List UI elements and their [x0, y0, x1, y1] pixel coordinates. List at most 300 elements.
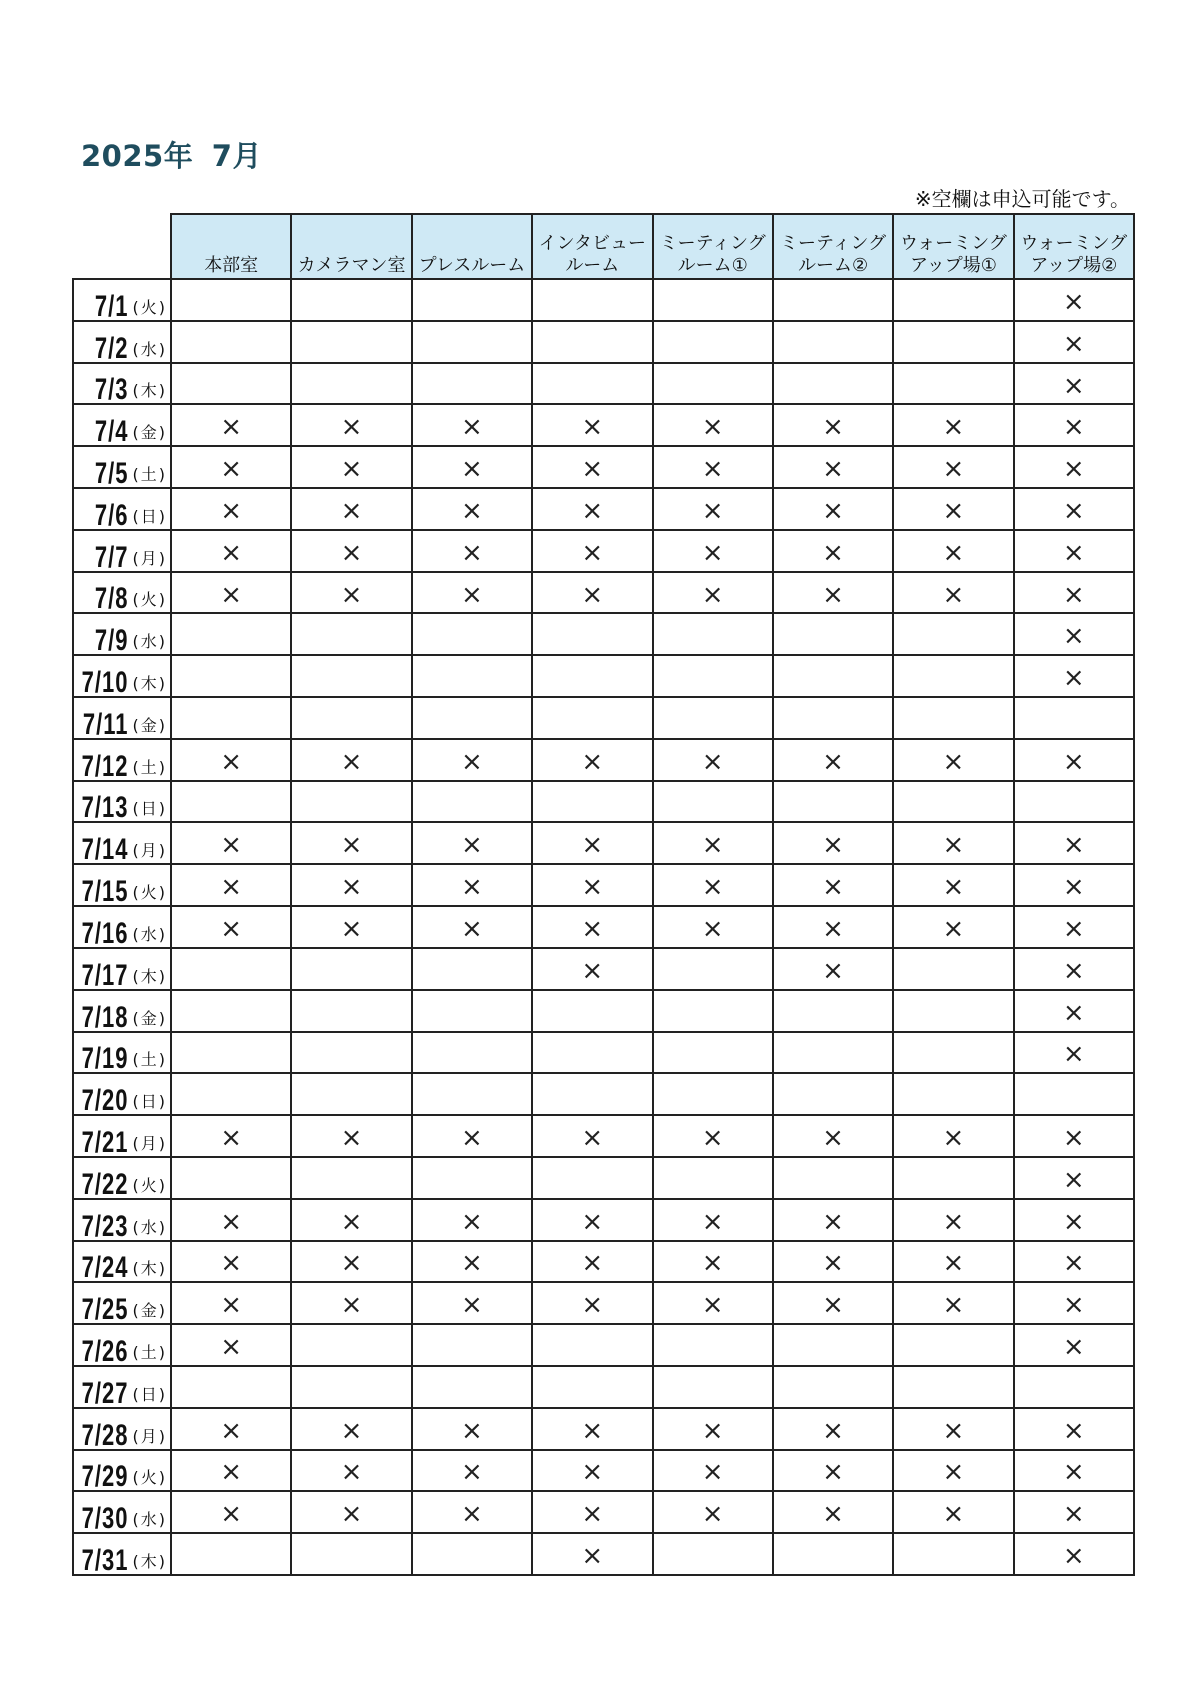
availability-cell-press-room — [413, 1158, 533, 1200]
availability-cell-meeting-room-2 — [774, 1033, 894, 1075]
date-label: 7/2 — [94, 330, 129, 364]
date-cell — [72, 364, 172, 406]
availability-cell-headquarters-room: × — [172, 447, 292, 489]
availability-cell-meeting-room-1 — [654, 1074, 774, 1116]
availability-cell-meeting-room-2 — [774, 698, 894, 740]
availability-cell-warm-up-area-2: × — [1015, 907, 1135, 949]
availability-cell-press-room: × — [413, 1283, 533, 1325]
availability-cell-interview-room: × — [533, 823, 653, 865]
date-label-group — [82, 706, 167, 740]
date-label: 7/12 — [81, 748, 129, 782]
availability-cell-meeting-room-2 — [774, 280, 894, 322]
availability-cell-headquarters-room: × — [172, 865, 292, 907]
availability-cell-meeting-room-2: × — [774, 405, 894, 447]
date-label: 7/15 — [81, 873, 129, 908]
availability-cell-meeting-room-2 — [774, 614, 894, 656]
date-label-group — [81, 1417, 167, 1451]
availability-cell-meeting-room-2: × — [774, 1451, 894, 1493]
availability-cell-press-room — [413, 322, 533, 364]
availability-cell-meeting-room-1 — [654, 1033, 774, 1075]
column-header-label: ウォーミング アップ場① — [899, 233, 1007, 276]
date-cell — [72, 1367, 172, 1409]
date-label-group — [81, 832, 167, 866]
availability-cell-cameraman-room — [292, 280, 412, 322]
availability-cell-headquarters-room — [172, 782, 292, 824]
availability-cell-warm-up-area-2: × — [1015, 1158, 1135, 1200]
date-cell — [72, 614, 172, 656]
availability-cell-warm-up-area-2: × — [1015, 573, 1135, 615]
date-label-group — [81, 1124, 167, 1158]
availability-cell-warm-up-area-1: × — [894, 1242, 1014, 1284]
date-cell — [72, 1283, 172, 1325]
availability-cell-warm-up-area-2: × — [1015, 447, 1135, 489]
availability-cell-meeting-room-1: × — [654, 531, 774, 573]
availability-cell-headquarters-room — [172, 949, 292, 991]
availability-cell-headquarters-room — [172, 991, 292, 1033]
availability-cell-warm-up-area-1: × — [894, 531, 1014, 573]
availability-cell-meeting-room-1 — [654, 364, 774, 406]
availability-cell-headquarters-room — [172, 698, 292, 740]
availability-cell-interview-room: × — [533, 740, 653, 782]
date-label-group — [94, 288, 167, 322]
availability-cell-headquarters-room — [172, 656, 292, 698]
availability-cell-press-room — [413, 991, 533, 1033]
availability-cell-warm-up-area-2 — [1015, 782, 1135, 824]
availability-cell-press-room: × — [413, 489, 533, 531]
date-cell — [72, 531, 172, 573]
availability-cell-meeting-room-1: × — [654, 1200, 774, 1242]
availability-cell-press-room: × — [413, 1200, 533, 1242]
availability-cell-headquarters-room: × — [172, 1492, 292, 1534]
availability-cell-cameraman-room — [292, 322, 412, 364]
weekday-label: (木) — [132, 674, 167, 694]
date-label: 7/16 — [81, 915, 129, 949]
date-label-group — [81, 1250, 167, 1284]
availability-cell-press-room — [413, 1325, 533, 1367]
date-label-group — [94, 330, 167, 364]
availability-cell-press-room — [413, 782, 533, 824]
date-cell — [72, 949, 172, 991]
availability-cell-interview-room: × — [533, 907, 653, 949]
weekday-label: (土) — [132, 465, 167, 485]
availability-cell-press-room: × — [413, 1409, 533, 1451]
availability-cell-cameraman-room: × — [292, 1283, 412, 1325]
availability-cell-warm-up-area-1 — [894, 322, 1014, 364]
availability-cell-cameraman-room: × — [292, 823, 412, 865]
availability-cell-meeting-room-1: × — [654, 907, 774, 949]
weekday-label: (火) — [132, 883, 167, 903]
availability-cell-cameraman-room — [292, 698, 412, 740]
weekday-label: (水) — [132, 1217, 167, 1237]
availability-cell-meeting-room-1 — [654, 322, 774, 364]
availability-cell-meeting-room-2 — [774, 1325, 894, 1367]
availability-cell-meeting-room-1: × — [654, 865, 774, 907]
column-header-label: 本部室 — [204, 255, 259, 276]
availability-cell-meeting-room-1 — [654, 1534, 774, 1576]
availability-cell-meeting-room-1 — [654, 782, 774, 824]
availability-cell-interview-room — [533, 1074, 653, 1116]
weekday-label: (月) — [132, 841, 167, 861]
column-header-warm-up-area-2 — [1015, 213, 1135, 280]
availability-cell-warm-up-area-1: × — [894, 405, 1014, 447]
availability-cell-headquarters-room: × — [172, 740, 292, 782]
availability-cell-meeting-room-1: × — [654, 1451, 774, 1493]
availability-cell-warm-up-area-2: × — [1015, 1200, 1135, 1242]
column-header-label: ウォーミング アップ場② — [1020, 233, 1128, 276]
availability-cell-warm-up-area-2: × — [1015, 1451, 1135, 1493]
column-header-label: ミーティング ルーム② — [779, 233, 887, 276]
availability-cell-interview-room: × — [533, 489, 653, 531]
availability-cell-press-room: × — [413, 740, 533, 782]
availability-cell-warm-up-area-2: × — [1015, 1325, 1135, 1367]
date-label: 7/7 — [94, 539, 129, 573]
availability-cell-warm-up-area-1: × — [894, 740, 1014, 782]
availability-cell-press-room: × — [413, 865, 533, 907]
availability-cell-headquarters-room: × — [172, 573, 292, 615]
availability-cell-meeting-room-2: × — [774, 907, 894, 949]
availability-cell-warm-up-area-1: × — [894, 1492, 1014, 1534]
availability-cell-warm-up-area-2: × — [1015, 656, 1135, 698]
date-label-group — [81, 1291, 167, 1326]
availability-cell-cameraman-room — [292, 1033, 412, 1075]
date-label: 7/30 — [81, 1500, 129, 1535]
availability-cell-headquarters-room — [172, 280, 292, 322]
availability-cell-warm-up-area-2: × — [1015, 1283, 1135, 1325]
availability-cell-warm-up-area-1: × — [894, 865, 1014, 907]
weekday-label: (水) — [132, 339, 167, 359]
date-label-group — [94, 623, 167, 657]
availability-cell-meeting-room-1: × — [654, 489, 774, 531]
availability-cell-headquarters-room: × — [172, 1242, 292, 1284]
availability-cell-headquarters-room — [172, 614, 292, 656]
availability-cell-cameraman-room: × — [292, 447, 412, 489]
availability-cell-press-room: × — [413, 823, 533, 865]
availability-cell-meeting-room-1: × — [654, 823, 774, 865]
availability-cell-press-room: × — [413, 1116, 533, 1158]
availability-cell-headquarters-room: × — [172, 405, 292, 447]
date-label: 7/17 — [81, 957, 129, 991]
weekday-label: (土) — [132, 1342, 167, 1362]
date-label: 7/27 — [81, 1375, 129, 1409]
weekday-label: (火) — [132, 1175, 167, 1195]
availability-cell-interview-room — [533, 656, 653, 698]
availability-cell-warm-up-area-1 — [894, 1158, 1014, 1200]
availability-cell-press-room: × — [413, 447, 533, 489]
column-header-cameraman-room — [292, 213, 412, 280]
availability-cell-cameraman-room: × — [292, 489, 412, 531]
availability-cell-headquarters-room — [172, 364, 292, 406]
availability-cell-meeting-room-1: × — [654, 1116, 774, 1158]
date-label-group — [94, 414, 167, 448]
column-header-interview-room — [533, 213, 653, 280]
date-label: 7/10 — [81, 664, 129, 699]
weekday-label: (日) — [132, 506, 167, 526]
availability-cell-cameraman-room: × — [292, 405, 412, 447]
column-header-warm-up-area-1 — [894, 213, 1014, 280]
availability-cell-warm-up-area-1 — [894, 1367, 1014, 1409]
availability-cell-interview-room — [533, 698, 653, 740]
availability-cell-headquarters-room — [172, 1158, 292, 1200]
date-label: 7/31 — [81, 1542, 129, 1576]
availability-cell-meeting-room-2: × — [774, 531, 894, 573]
availability-cell-interview-room: × — [533, 573, 653, 615]
availability-cell-interview-room — [533, 280, 653, 322]
date-cell — [72, 1451, 172, 1493]
availability-cell-warm-up-area-2: × — [1015, 364, 1135, 406]
availability-cell-cameraman-room: × — [292, 1409, 412, 1451]
date-label-group — [94, 455, 167, 490]
availability-cell-meeting-room-2: × — [774, 1116, 894, 1158]
availability-cell-warm-up-area-1 — [894, 991, 1014, 1033]
availability-cell-cameraman-room — [292, 1074, 412, 1116]
weekday-label: (水) — [132, 924, 167, 944]
column-header-label: ミーティング ルーム① — [659, 233, 766, 276]
availability-cell-warm-up-area-2: × — [1015, 531, 1135, 573]
availability-cell-headquarters-room — [172, 1367, 292, 1409]
date-label-group — [81, 1542, 167, 1576]
availability-cell-headquarters-room — [172, 322, 292, 364]
availability-cell-cameraman-room: × — [292, 865, 412, 907]
availability-cell-press-room: × — [413, 573, 533, 615]
date-label: 7/14 — [81, 832, 129, 866]
availability-cell-meeting-room-2: × — [774, 447, 894, 489]
availability-cell-meeting-room-1: × — [654, 573, 774, 615]
date-label-group — [94, 539, 167, 573]
availability-cell-cameraman-room: × — [292, 573, 412, 615]
availability-cell-headquarters-room: × — [172, 1200, 292, 1242]
availability-cell-cameraman-room — [292, 614, 412, 656]
date-cell — [72, 280, 172, 322]
availability-cell-interview-room: × — [533, 1409, 653, 1451]
availability-cell-press-room — [413, 1074, 533, 1116]
date-label: 7/28 — [81, 1417, 129, 1451]
date-label: 7/23 — [81, 1208, 129, 1242]
page-title: 2025年 7月 — [81, 139, 262, 173]
column-header-meeting-room-2 — [774, 213, 894, 280]
availability-cell-press-room: × — [413, 531, 533, 573]
availability-cell-warm-up-area-1: × — [894, 823, 1014, 865]
availability-cell-interview-room — [533, 1325, 653, 1367]
date-label: 7/26 — [81, 1333, 129, 1367]
availability-note: ※空欄は申込可能です。 — [914, 187, 1130, 211]
date-cell — [72, 656, 172, 698]
availability-cell-meeting-room-2: × — [774, 823, 894, 865]
availability-cell-cameraman-room — [292, 1367, 412, 1409]
date-cell — [72, 1534, 172, 1576]
availability-cell-meeting-room-1 — [654, 1158, 774, 1200]
availability-cell-warm-up-area-1 — [894, 280, 1014, 322]
availability-cell-warm-up-area-1 — [894, 698, 1014, 740]
availability-cell-cameraman-room — [292, 949, 412, 991]
date-label-group — [94, 497, 167, 531]
availability-cell-interview-room: × — [533, 1200, 653, 1242]
column-header-label: カメラマン室 — [297, 255, 406, 276]
availability-cell-headquarters-room: × — [172, 907, 292, 949]
availability-cell-interview-room: × — [533, 1283, 653, 1325]
weekday-label: (日) — [132, 1384, 167, 1404]
availability-cell-meeting-room-1: × — [654, 1283, 774, 1325]
availability-cell-headquarters-room — [172, 1033, 292, 1075]
date-label: 7/13 — [81, 790, 129, 824]
column-header-meeting-room-1 — [654, 213, 774, 280]
date-label: 7/21 — [81, 1124, 129, 1158]
availability-cell-meeting-room-2 — [774, 364, 894, 406]
date-cell — [72, 865, 172, 907]
availability-cell-cameraman-room — [292, 1325, 412, 1367]
availability-cell-cameraman-room — [292, 656, 412, 698]
date-label-group — [81, 1375, 167, 1409]
availability-cell-interview-room — [533, 782, 653, 824]
availability-cell-headquarters-room: × — [172, 489, 292, 531]
table-corner — [72, 213, 172, 280]
date-label-group — [81, 1041, 167, 1075]
weekday-label: (月) — [132, 1133, 167, 1153]
date-cell — [72, 823, 172, 865]
availability-cell-warm-up-area-1: × — [894, 1116, 1014, 1158]
availability-cell-warm-up-area-1: × — [894, 1283, 1014, 1325]
availability-cell-interview-room — [533, 322, 653, 364]
availability-cell-meeting-room-1: × — [654, 1409, 774, 1451]
availability-cell-meeting-room-2: × — [774, 489, 894, 531]
availability-cell-interview-room: × — [533, 1534, 653, 1576]
availability-cell-meeting-room-1: × — [654, 740, 774, 782]
availability-cell-interview-room: × — [533, 949, 653, 991]
date-label: 7/6 — [94, 497, 129, 531]
date-cell — [72, 1409, 172, 1451]
availability-cell-interview-room — [533, 1367, 653, 1409]
date-label: 7/18 — [81, 999, 129, 1033]
weekday-label: (日) — [132, 1092, 167, 1112]
availability-cell-warm-up-area-1: × — [894, 1451, 1014, 1493]
availability-cell-warm-up-area-2: × — [1015, 1492, 1135, 1534]
availability-cell-warm-up-area-2 — [1015, 698, 1135, 740]
date-label-group — [81, 1166, 167, 1200]
availability-cell-meeting-room-2 — [774, 991, 894, 1033]
availability-cell-cameraman-room — [292, 1158, 412, 1200]
weekday-label: (土) — [132, 757, 167, 777]
availability-cell-headquarters-room: × — [172, 1409, 292, 1451]
date-label-group — [81, 873, 167, 908]
availability-cell-meeting-room-2 — [774, 1367, 894, 1409]
weekday-label: (木) — [132, 1551, 167, 1571]
date-label: 7/24 — [81, 1250, 129, 1284]
date-cell — [72, 1325, 172, 1367]
availability-cell-press-room — [413, 280, 533, 322]
date-cell — [72, 698, 172, 740]
availability-cell-meeting-room-2: × — [774, 1409, 894, 1451]
availability-cell-cameraman-room — [292, 991, 412, 1033]
date-label: 7/1 — [94, 288, 129, 322]
date-cell — [72, 489, 172, 531]
availability-cell-interview-room: × — [533, 405, 653, 447]
availability-cell-meeting-room-2: × — [774, 740, 894, 782]
availability-cell-warm-up-area-2: × — [1015, 1409, 1135, 1451]
availability-cell-warm-up-area-1 — [894, 782, 1014, 824]
date-cell — [72, 447, 172, 489]
availability-cell-press-room — [413, 1033, 533, 1075]
date-cell — [72, 782, 172, 824]
availability-cell-warm-up-area-2: × — [1015, 280, 1135, 322]
availability-cell-meeting-room-2: × — [774, 949, 894, 991]
availability-cell-press-room — [413, 949, 533, 991]
availability-cell-press-room: × — [413, 907, 533, 949]
availability-cell-meeting-room-1 — [654, 614, 774, 656]
availability-cell-warm-up-area-1: × — [894, 1200, 1014, 1242]
availability-cell-meeting-room-1: × — [654, 1242, 774, 1284]
availability-cell-warm-up-area-2: × — [1015, 740, 1135, 782]
date-label-group — [81, 1208, 167, 1242]
availability-cell-warm-up-area-1 — [894, 1074, 1014, 1116]
availability-cell-headquarters-room: × — [172, 1283, 292, 1325]
column-header-label: インタビュー ルーム — [538, 233, 646, 276]
availability-cell-cameraman-room — [292, 364, 412, 406]
availability-cell-warm-up-area-1 — [894, 1033, 1014, 1075]
weekday-label: (木) — [132, 966, 167, 986]
availability-cell-cameraman-room: × — [292, 1451, 412, 1493]
reservation-table — [72, 213, 1135, 1576]
availability-cell-meeting-room-2: × — [774, 1283, 894, 1325]
availability-cell-press-room — [413, 1367, 533, 1409]
date-cell — [72, 1074, 172, 1116]
availability-cell-warm-up-area-1 — [894, 614, 1014, 656]
availability-cell-press-room: × — [413, 1451, 533, 1493]
availability-cell-meeting-room-2 — [774, 1158, 894, 1200]
availability-cell-interview-room — [533, 364, 653, 406]
weekday-label: (金) — [132, 1301, 167, 1321]
date-cell — [72, 1116, 172, 1158]
availability-cell-warm-up-area-2: × — [1015, 1534, 1135, 1576]
availability-cell-meeting-room-2: × — [774, 1492, 894, 1534]
availability-cell-cameraman-room: × — [292, 1492, 412, 1534]
availability-cell-meeting-room-2: × — [774, 1242, 894, 1284]
availability-cell-press-room — [413, 1534, 533, 1576]
availability-cell-headquarters-room — [172, 1074, 292, 1116]
availability-cell-warm-up-area-1: × — [894, 573, 1014, 615]
date-label-group — [81, 664, 167, 699]
weekday-label: (火) — [132, 590, 167, 610]
availability-cell-meeting-room-1 — [654, 1325, 774, 1367]
availability-cell-interview-room: × — [533, 865, 653, 907]
availability-cell-meeting-room-1 — [654, 280, 774, 322]
availability-cell-cameraman-room: × — [292, 1200, 412, 1242]
date-label: 7/9 — [94, 623, 129, 657]
availability-cell-warm-up-area-2 — [1015, 1367, 1135, 1409]
date-cell — [72, 405, 172, 447]
availability-cell-warm-up-area-1: × — [894, 1409, 1014, 1451]
date-label-group — [94, 581, 167, 615]
availability-cell-press-room — [413, 656, 533, 698]
availability-cell-meeting-room-2 — [774, 322, 894, 364]
availability-cell-interview-room: × — [533, 1451, 653, 1493]
date-label: 7/8 — [94, 581, 129, 615]
weekday-label: (火) — [132, 1468, 167, 1488]
availability-cell-meeting-room-1 — [654, 698, 774, 740]
availability-cell-warm-up-area-2: × — [1015, 489, 1135, 531]
availability-cell-meeting-room-2: × — [774, 573, 894, 615]
date-label: 7/25 — [81, 1291, 129, 1326]
availability-cell-meeting-room-1: × — [654, 1492, 774, 1534]
availability-cell-interview-room: × — [533, 1116, 653, 1158]
date-label: 7/11 — [82, 706, 129, 740]
availability-cell-cameraman-room — [292, 1534, 412, 1576]
weekday-label: (水) — [132, 632, 167, 652]
date-cell — [72, 1158, 172, 1200]
availability-cell-warm-up-area-1: × — [894, 447, 1014, 489]
weekday-label: (火) — [132, 297, 167, 317]
availability-cell-interview-room — [533, 991, 653, 1033]
availability-cell-press-room — [413, 364, 533, 406]
availability-cell-meeting-room-1: × — [654, 447, 774, 489]
